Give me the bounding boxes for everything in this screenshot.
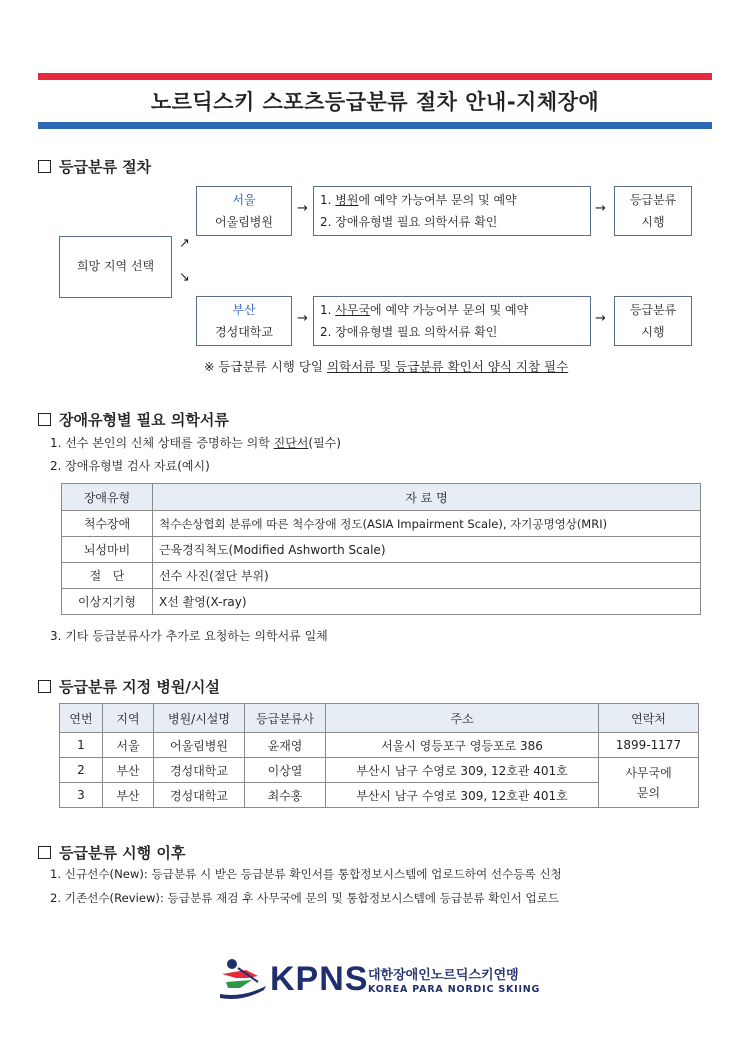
checkbox-icon [38, 680, 51, 693]
busan-result-line2: 시행 [641, 325, 665, 339]
busan-steps-box [313, 296, 591, 346]
documents-item2: 2. 장애유형별 검사 자료(예시) [50, 459, 210, 473]
arrow-right-icon: → [595, 201, 606, 216]
busan-step1-rest: 에 예약 가능여부 문의 및 예약 [370, 303, 529, 317]
table-cell: 서울시 영등포구 영등포로 386 [326, 733, 599, 758]
checkbox-icon [38, 846, 51, 859]
merged-contact-line2: 문의 [636, 785, 661, 800]
table-cell: 선수 사진(절단 부위) [153, 563, 701, 589]
table-header: 연번 [60, 704, 103, 733]
table-cell: 척수손상협회 분류에 따른 척수장애 정도(ASIA Impairment Scale), 자기공명영상(MRI) [153, 511, 701, 537]
table-cell: 척수장애 [62, 511, 153, 537]
arrow-right-icon: → [297, 201, 308, 216]
seoul-step1-rest: 에 예약 가능여부 문의 및 예약 [358, 193, 517, 207]
section-heading-hospitals: 등급분류 지정 병원/시설 [38, 676, 220, 697]
table-cell: 근육경직척도(Modified Ashworth Scale) [153, 537, 701, 563]
after-item2: 2. 기존선수(Review): 등급분류 재검 후 사무국에 문의 및 통합정보시스템에 등급분류 확인서 업로드 [50, 891, 560, 905]
table-header: 주소 [326, 704, 599, 733]
seoul-steps-box [313, 186, 591, 236]
seoul-step2: 2. 장애유형별 필요 의학서류 확인 [320, 215, 498, 229]
seoul-step1-prefix: 1. [320, 193, 336, 207]
seoul-box [196, 186, 292, 236]
note-prefix: ※ 등급분류 시행 당일 [204, 359, 327, 374]
documents-item1 [50, 434, 341, 451]
table-cell: 부산시 남구 수영로 309, 12호관 401호 [326, 783, 599, 808]
table-cell: 최수홍 [245, 783, 326, 808]
item1-prefix: 1. 선수 본인의 신체 상태를 증명하는 의학 [50, 436, 274, 450]
header-red-bar [38, 73, 712, 80]
table-cell: 이상열 [245, 758, 326, 783]
table-header: 장애유형 [62, 484, 153, 511]
seoul-place: 어울림병원 [215, 215, 273, 229]
skier-logo-icon [218, 956, 268, 1004]
item1-suffix: (필수) [308, 436, 341, 450]
note-underlined: 의학서류 및 등급분류 확인서 양식 지참 필수 [326, 359, 569, 374]
arrow-right-icon: → [297, 311, 308, 326]
busan-step1-prefix: 1. [320, 303, 336, 317]
table-cell: 1899-1177 [599, 733, 699, 758]
busan-box [196, 296, 292, 346]
section-heading-procedure: 등급분류 절차 [38, 156, 151, 177]
org-english: KOREA PARA NORDIC SKIING [368, 984, 541, 995]
page-title: 노르딕스키 스포츠등급분류 절차 안내-지체장애 [150, 90, 600, 114]
busan-place: 경성대학교 [215, 325, 273, 339]
hospitals-table [59, 703, 699, 808]
table-cell: 윤재영 [245, 733, 326, 758]
seoul-result-box [614, 186, 692, 236]
section-heading-documents: 장애유형별 필요 의학서류 [38, 409, 229, 430]
table-header: 지역 [103, 704, 154, 733]
arrow-up-icon: ↗ [179, 236, 190, 251]
table-cell: 어울림병원 [154, 733, 245, 758]
header-blue-bar [38, 122, 712, 129]
busan-result-line1: 등급분류 [629, 303, 677, 317]
table-header: 자 료 명 [153, 484, 701, 511]
busan-result-box [614, 296, 692, 346]
checkbox-icon [38, 160, 51, 173]
table-cell: 부산 [103, 783, 154, 808]
table-cell: 절 단 [62, 563, 153, 589]
logo-text: KPNS [270, 960, 369, 998]
after-item1: 1. 신규선수(New): 등급분류 시 받은 등급분류 확인서를 통합정보시스템에 업로드하여 선수등록 신청 [50, 867, 562, 881]
footer-logo [218, 956, 541, 1004]
table-cell: 서울 [103, 733, 154, 758]
checkbox-icon [38, 413, 51, 426]
table-cell: 1 [60, 733, 103, 758]
item1-underlined: 진단서 [273, 436, 309, 450]
start-box: 희망 지역 선택 [59, 236, 172, 298]
table-header: 등급분류사 [245, 704, 326, 733]
merged-contact-line1: 사무국에 [625, 765, 672, 780]
table-cell: 부산 [103, 758, 154, 783]
table-cell: 이상지기형 [62, 589, 153, 615]
table-cell: 경성대학교 [154, 758, 245, 783]
seoul-result-line1: 등급분류 [629, 193, 677, 207]
seoul-step1-strong: 병원 [335, 193, 359, 207]
busan-city: 부산 [232, 303, 256, 317]
seoul-city: 서울 [232, 193, 256, 207]
table-cell: 부산시 남구 수영로 309, 12호관 401호 [326, 758, 599, 783]
documents-item3: 3. 기타 등급분류사가 추가로 요청하는 의학서류 일체 [50, 629, 328, 643]
busan-step1-strong: 사무국 [335, 303, 371, 317]
section-heading-after: 등급분류 시행 이후 [38, 842, 185, 863]
documents-table [61, 483, 701, 615]
table-header: 연락처 [599, 704, 699, 733]
arrow-right-icon: → [595, 311, 606, 326]
table-cell: 3 [60, 783, 103, 808]
table-cell: X선 촬영(X-ray) [153, 589, 701, 615]
org-korean: 대한장애인노르딕스키연맹 [368, 968, 519, 983]
table-header: 병원/시설명 [154, 704, 245, 733]
seoul-result-line2: 시행 [641, 215, 665, 229]
busan-step2: 2. 장애유형별 필요 의학서류 확인 [320, 325, 498, 339]
table-cell: 뇌성마비 [62, 537, 153, 563]
table-cell: 경성대학교 [154, 783, 245, 808]
procedure-note [204, 357, 568, 375]
arrow-down-icon: ↘ [179, 270, 190, 285]
table-cell: 2 [60, 758, 103, 783]
merged-contact-cell [599, 758, 699, 808]
